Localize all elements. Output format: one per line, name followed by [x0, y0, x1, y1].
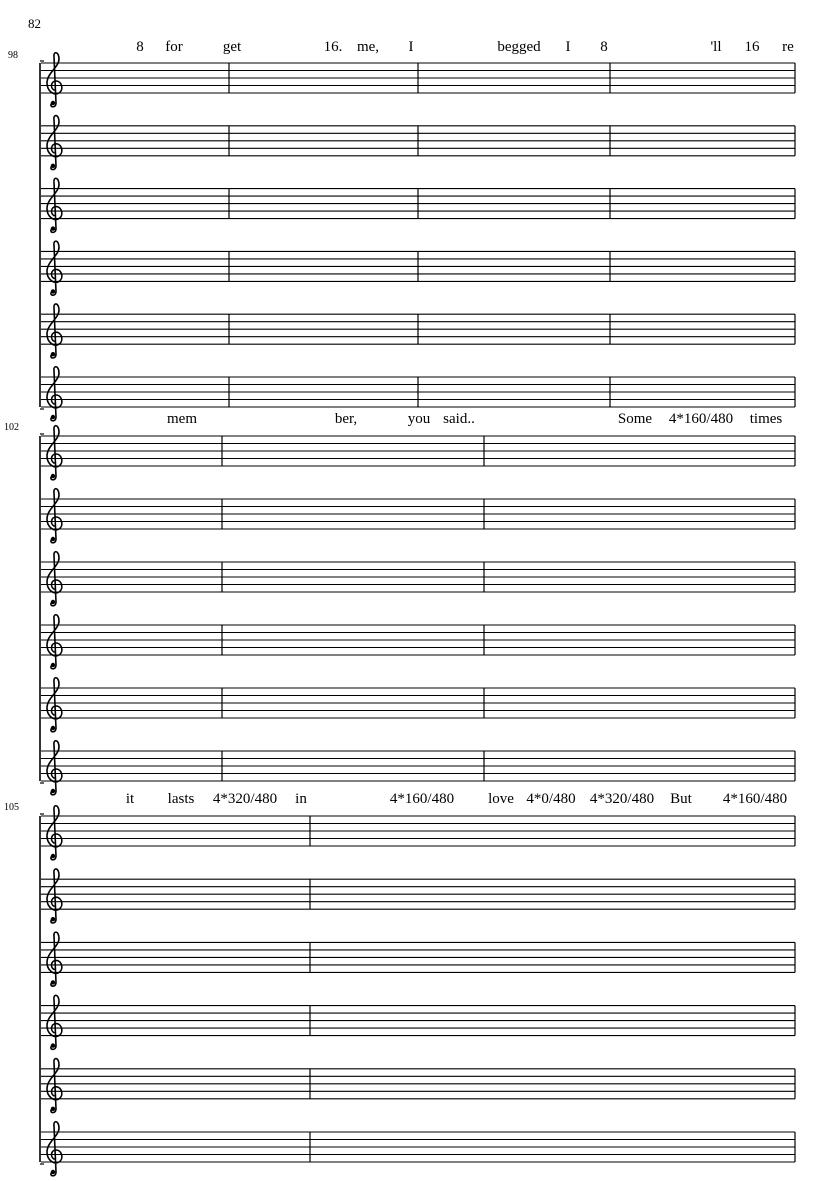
lyric-syllable: 16 — [744, 39, 760, 55]
lyric-syllable: 16. — [323, 39, 343, 55]
treble-clef-icon — [47, 304, 62, 358]
treble-clef-icon — [47, 53, 62, 107]
lyric-syllable: begged — [497, 39, 541, 55]
staff-group — [40, 426, 795, 795]
staff — [41, 552, 795, 606]
staff — [41, 932, 795, 986]
lyric-syllable: times — [749, 411, 783, 427]
lyric-syllable: 4*0/480 — [526, 791, 576, 807]
lyric-syllable: 4*160/480 — [722, 791, 788, 807]
system-1 — [8, 39, 794, 61]
staves — [40, 53, 795, 1176]
lyrics-line — [136, 39, 794, 55]
lyric-syllable: it — [125, 791, 135, 807]
lyric-syllable: But — [670, 791, 692, 807]
treble-clef-icon — [47, 615, 62, 669]
measure-number: 102 — [4, 422, 19, 433]
lyric-syllable: 8 — [600, 39, 608, 55]
lyric-syllable: 4*160/480 — [668, 411, 734, 427]
lyric-syllable: 4*160/480 — [389, 791, 455, 807]
staff — [41, 116, 795, 170]
staff-group — [40, 53, 795, 421]
lyric-syllable: 8 — [136, 39, 144, 55]
treble-clef-icon — [47, 932, 62, 986]
lyric-syllable: 'll — [710, 39, 722, 55]
measure-number: 105 — [4, 802, 19, 813]
treble-clef-icon — [47, 741, 62, 795]
staff — [41, 615, 795, 669]
lyric-syllable: in — [295, 791, 307, 807]
system-3 — [4, 791, 787, 813]
treble-clef-icon — [47, 806, 62, 860]
treble-clef-icon — [47, 995, 62, 1049]
lyrics-line — [126, 791, 787, 807]
treble-clef-icon — [47, 869, 62, 923]
treble-clef-icon — [47, 1059, 62, 1113]
staff — [41, 1059, 795, 1113]
treble-clef-icon — [47, 241, 62, 295]
staff — [41, 53, 795, 107]
treble-clef-icon — [47, 178, 62, 232]
lyric-syllable: I — [565, 39, 571, 55]
treble-clef-icon — [47, 678, 62, 732]
lyric-syllable: love — [488, 791, 514, 807]
lyric-syllable: Some — [617, 411, 653, 427]
page-number: 82 — [28, 16, 41, 31]
lyric-syllable: mem — [167, 411, 197, 427]
lyric-syllable: re — [782, 39, 794, 55]
lyric-syllable: for — [165, 39, 183, 55]
staff — [41, 489, 795, 543]
treble-clef-icon — [47, 367, 62, 421]
lyric-syllable: 4*320/480 — [589, 791, 655, 807]
measure-number: 98 — [8, 50, 18, 61]
system-2 — [4, 411, 782, 433]
treble-clef-icon — [47, 552, 62, 606]
staff — [41, 241, 795, 295]
staff — [41, 806, 795, 860]
staff — [41, 178, 795, 232]
lyric-syllable: I — [408, 39, 414, 55]
treble-clef-icon — [47, 116, 62, 170]
staff — [41, 869, 795, 923]
lyric-syllable: me, — [356, 39, 380, 55]
treble-clef-icon — [47, 1122, 62, 1176]
lyric-syllable: ber, — [334, 411, 358, 427]
lyrics-line — [167, 411, 782, 427]
lyric-syllable: 4*320/480 — [212, 791, 278, 807]
treble-clef-icon — [47, 426, 62, 480]
lyric-syllable: said.. — [443, 411, 475, 427]
staff — [41, 995, 795, 1049]
treble-clef-icon — [47, 489, 62, 543]
staff — [41, 741, 795, 795]
staff — [41, 1122, 795, 1176]
staff — [41, 678, 795, 732]
staff-group — [40, 806, 795, 1176]
staff — [41, 426, 795, 480]
lyric-syllable: you — [407, 411, 431, 427]
lyric-syllable: get — [222, 39, 242, 55]
lyric-syllable: lasts — [167, 791, 195, 807]
staff — [41, 304, 795, 358]
